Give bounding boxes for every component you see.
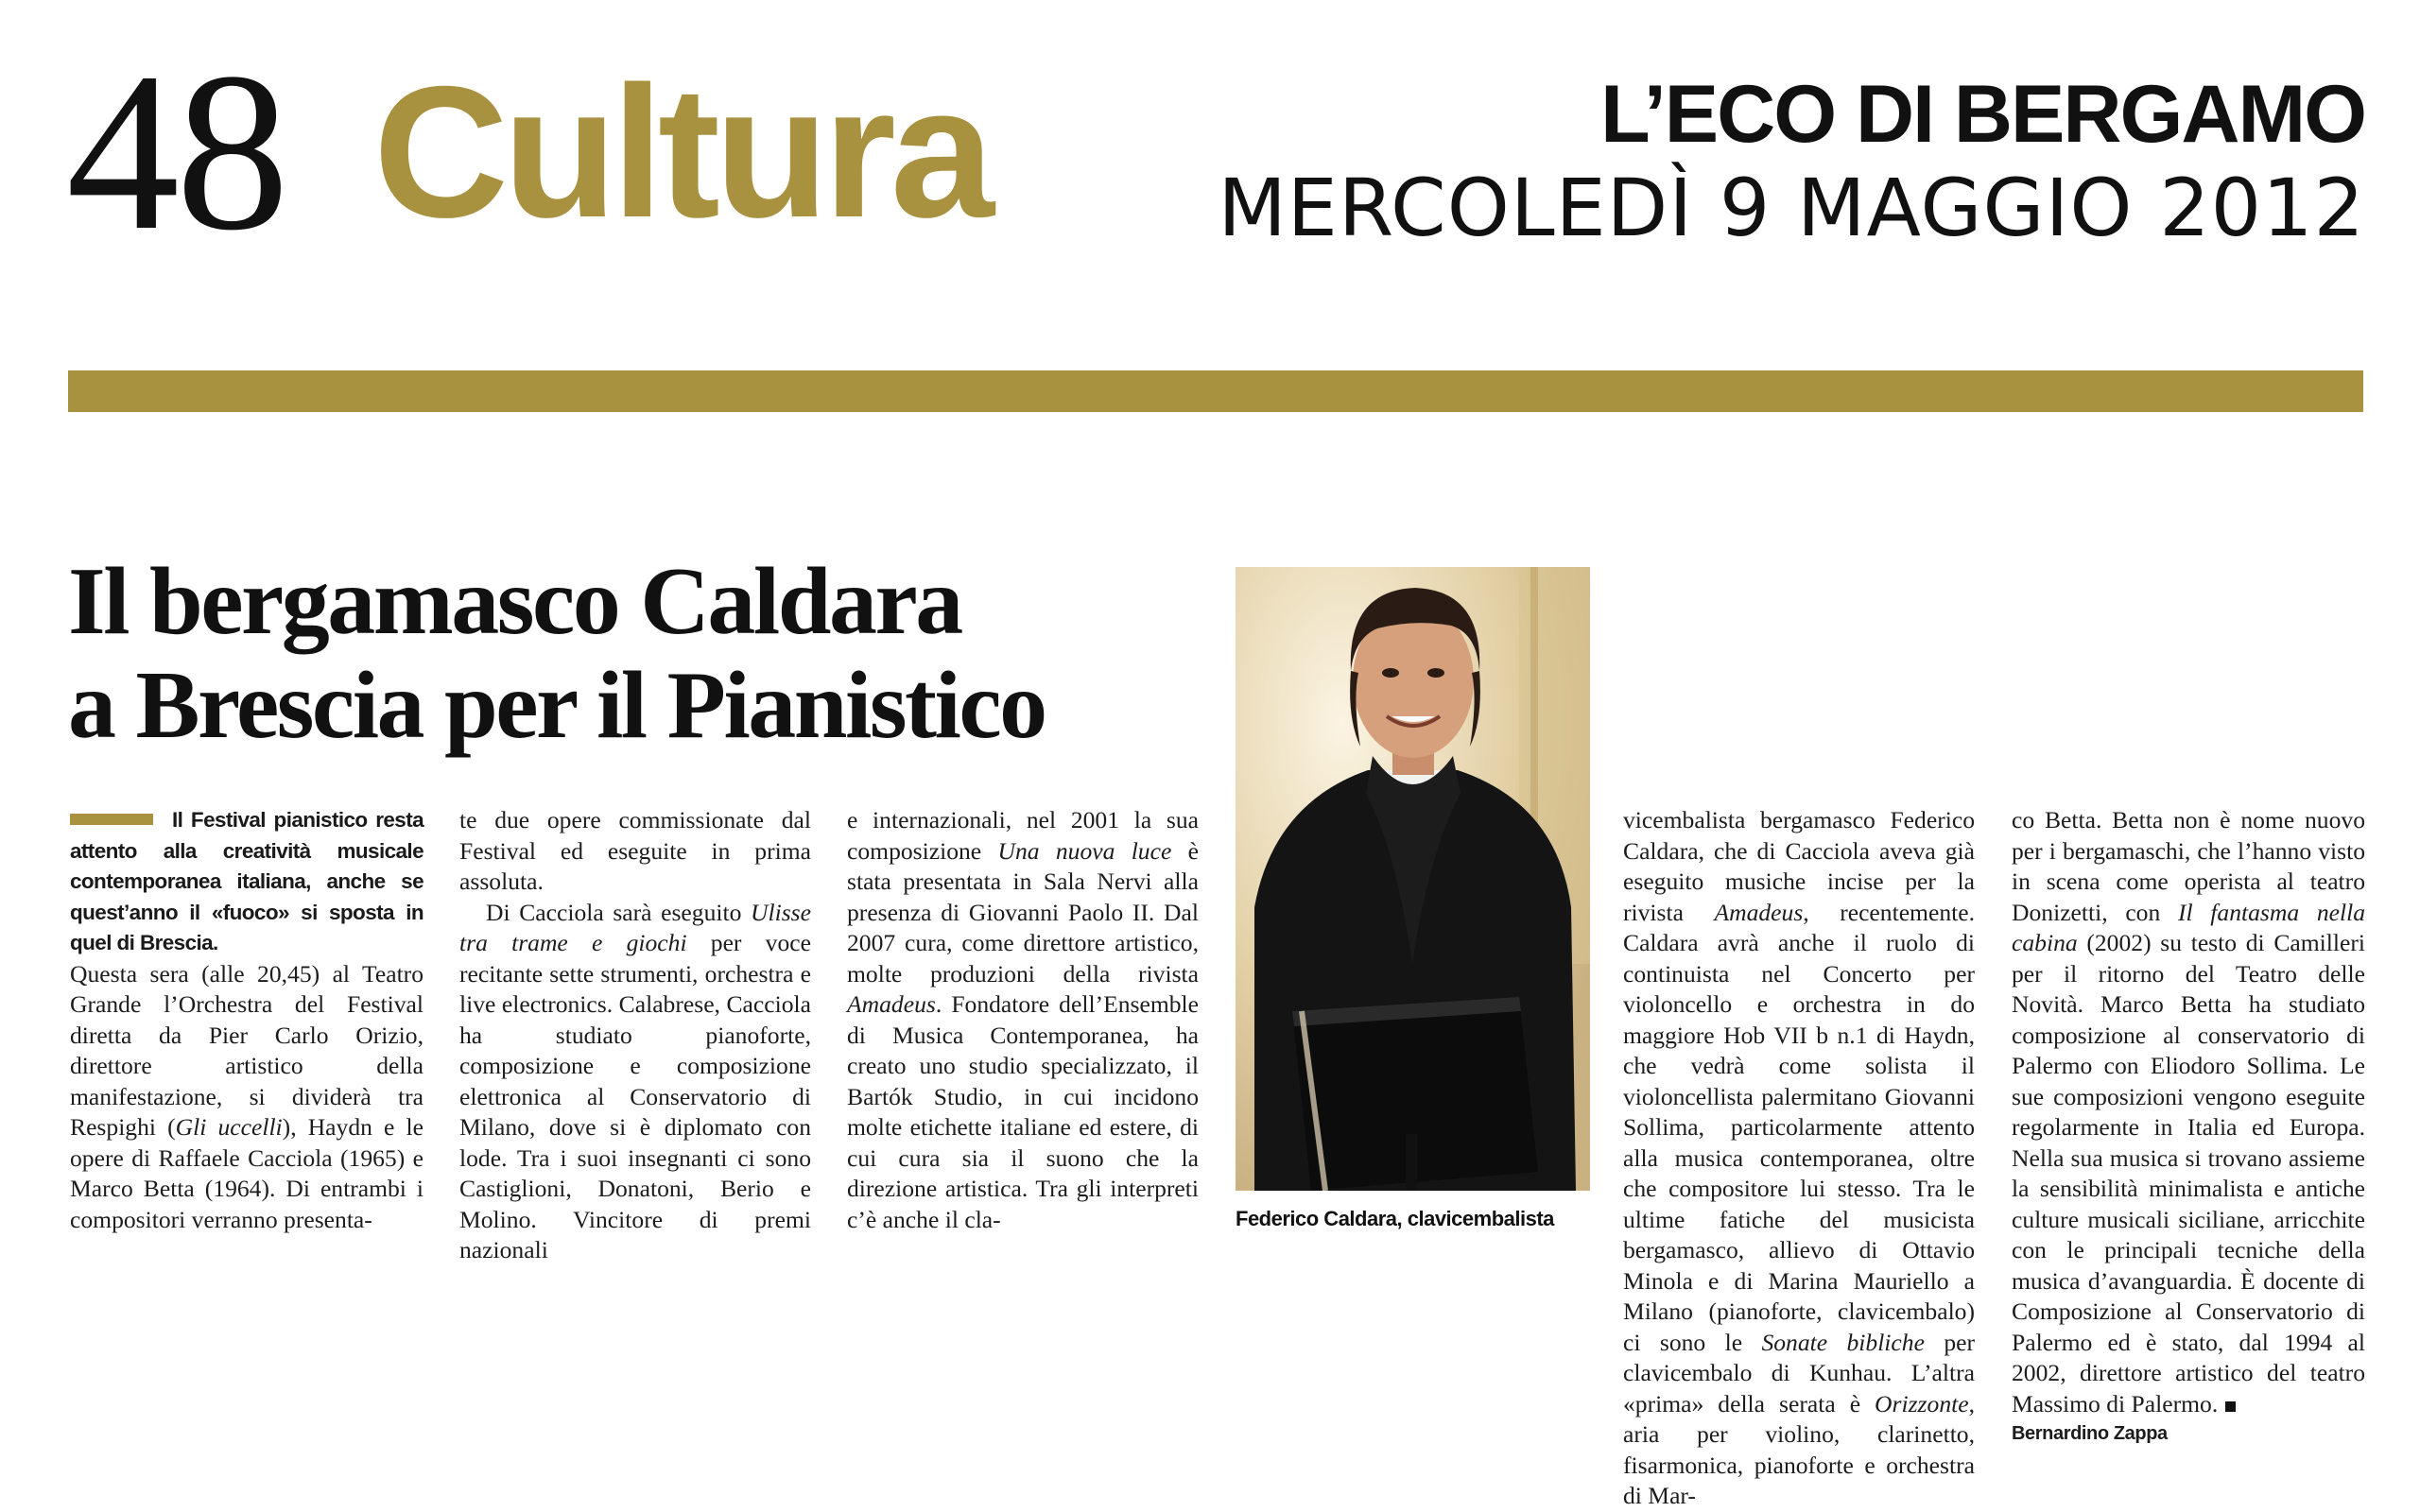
article-headline [68, 550, 1202, 758]
column-1-body [70, 959, 424, 1236]
summary-accent-bar [70, 814, 153, 825]
text-run: per voce recitante sette strumenti, orchestra e live electronics. Calabrese, Cacciola ha studiato pianoforte, composizione e composizione elettronica al Conservatorio di Milano, dove si è diplomato con lode. Tra i suoi insegnanti ci sono Castiglioni, Donatoni, Berio e Molino. Vincitore di premi nazionali [459, 929, 811, 1263]
text-run: Questa sera (alle 20,45) al Teatro Grande l’Orchestra del Festival diretta da Pier Carlo Orizio, direttore artistico della manifestazione, si dividerà tra Respighi ( [70, 959, 424, 1141]
italic-title: Ulisse tra trame e giochi [459, 898, 811, 956]
headline-line-2: a Brescia per il Pianistico [68, 652, 1046, 759]
text-run: co Betta. Betta non è nome nuovo per i bergamaschi, che l’hanno visto in scena come operista al teatro Donizetti, con [2012, 806, 2365, 926]
section-divider-bar [68, 370, 2363, 412]
article-summary [70, 805, 424, 959]
portrait-photo [1236, 567, 1590, 1191]
column-2-paragraph-2 [459, 898, 811, 1266]
article-column-5 [2012, 805, 2365, 1448]
text-run: ), Haydn e le opere di Raffaele Cacciola (1965) e Marco Betta (1964). Di entrambi i compositori verranno presenta- [70, 1113, 424, 1233]
text-run: , recentemente. Caldara avrà anche il ruolo di continuista nel Concerto per violoncello e orchestra in do maggiore Hob VII b n.1 di Haydn, che vedrà come solista il violoncellista palermitano Giovanni Sollima, particolarmente attento alla musica contemporanea, oltre che compositore lui stesso. Tra le ultime fatiche del musicista bergamasco, allievo di Ottavio Minola e di Marina Mauriello a Milano (pianoforte, clavicembalo) ci sono le [1623, 898, 1975, 1356]
italic-title: Gli uccelli [175, 1113, 283, 1141]
headline-line-1: Il bergamasco Caldara [68, 548, 961, 655]
text-run: Di Cacciola sarà eseguito [486, 898, 752, 926]
column-5-body [2012, 805, 2365, 1419]
italic-title: Il fantasma nella cabina [2012, 898, 2365, 956]
article-author: Bernardino Zappa [2012, 1423, 2168, 1444]
section-title: Cultura [373, 47, 989, 256]
article-column-3 [847, 805, 1199, 1235]
summary-text: Il Festival pianistico resta attento alla creatività musicale contemporanea italiana, anche se quest’anno il «fuoco» si sposta in quel di Brescia. [70, 808, 424, 954]
text-run: . Fondatore dell’Ensemble di Musica Contemporanea, ha creato uno studio specializzato, il Bartók Studio, in cui incidono molte etichette italiane ed estere, di cui cura sia il suono che la direzione artistica. Tra gli interpreti c’è anche il cla- [847, 990, 1199, 1233]
text-run: per clavicembalo di Kunhau. L’altra «prima» della serata è [1623, 1328, 1975, 1418]
column-4-body [1623, 805, 1975, 1512]
italic-title: Amadeus [847, 990, 936, 1018]
article-column-4 [1623, 805, 1975, 1512]
article-column-1 [70, 805, 424, 1235]
text-run: , aria per violino, clarinetto, fisarmonica, pianoforte e orchestra di Mar- [1623, 1389, 1975, 1509]
article-column-2 [459, 805, 811, 1266]
column-2-paragraph-1: te due opere commissionate dal Festival ed eseguite in prima assoluta. [459, 806, 811, 895]
issue-date: MERCOLEDÌ 9 MAGGIO 2012 [1218, 162, 2365, 254]
italic-title: Sonate bibliche [1761, 1328, 1925, 1356]
italic-title: Orizzonte [1875, 1389, 1969, 1418]
italic-title: Amadeus [1714, 898, 1804, 926]
text-run: è stata presentata in Sala Nervi alla presenza di Giovanni Paolo II. Dal 2007 cura, come direttore artistico, molte produzioni della rivista [847, 836, 1199, 988]
italic-title: Una nuova luce [997, 836, 1172, 865]
newspaper-masthead: L’ECO DI BERGAMO [1600, 69, 2365, 160]
photo-caption: Federico Caldara, clavicembalista [1236, 1207, 1554, 1230]
text-run: vicembalista bergamasco Federico Caldara, che di Cacciola aveva già eseguito musiche incise per la rivista [1623, 806, 1975, 926]
page-number: 48 [66, 26, 285, 277]
text-run: (2002) su testo di Camilleri per il ritorno del Teatro delle Novità. Marco Betta ha studiato composizione al conservatorio di Palermo con Eliodoro Sollima. Le sue composizioni vengono eseguite regolarmente in Italia ed Europa. Nella sua musica si trovano assieme la sensibilità minimalista e antiche culture musicali siciliane, arricchite con le principali tecniche della musica d’avanguardia. È docente di Composizione al Conservatorio di Palermo ed è stato, dal 1994 al 2002, direttore artistico del teatro Massimo di Palermo. [2012, 929, 2365, 1418]
column-3-body [847, 805, 1199, 1235]
text-run: e internazionali, nel 2001 la sua composizione [847, 806, 1199, 865]
portrait-illustration [1236, 567, 1590, 1191]
end-of-article-mark [2225, 1401, 2236, 1412]
